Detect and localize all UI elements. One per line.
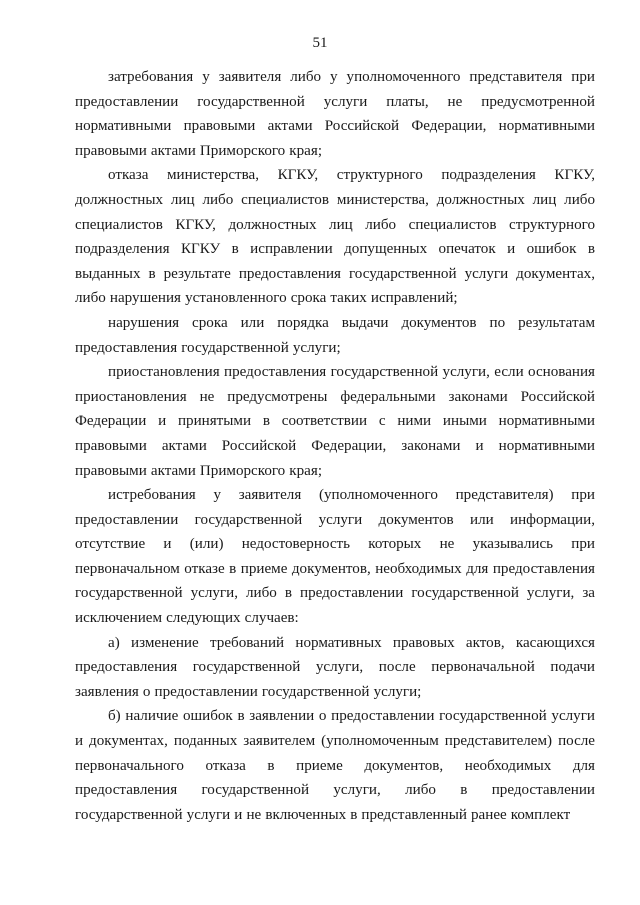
paragraph-item-a: а) изменение требований нормативных правовых актов, касающихся предоставления государственной услуги, после первоначальной подачи заявления о предоставлении государственной услуги; (75, 634, 595, 700)
paragraph-item-b: б) наличие ошибок в заявлении о предоставлении государственной услуги и документах, поданных заявителем (уполномоченным представителем) после первоначального отказа в приеме документов, необходимых для предоставления государственной услуги, либо в предоставлении государственной услуги и не включенных в представленный ранее комплект (75, 708, 595, 823)
paragraph: затребования у заявителя либо у уполномоченного представителя при предоставлении государственной услуги платы, не предусмотренной нормативными правовыми актами Российской Федерации, нормативными правовыми актами Приморского края; (75, 69, 595, 159)
paragraph: отказа министерства, КГКУ, структурного подразделения КГКУ, должностных лиц либо специалистов министерства, должностных лиц либо специалистов КГКУ, должностных лиц либо специалистов структурного подразделения КГКУ в исправлении допущенных опечаток и ошибок в выданных в результате предоставления государственной услуги документах, либо нарушения установленного срока таких исправлений; (75, 167, 595, 307)
page-number: 51 (312, 35, 328, 51)
paragraph: истребования у заявителя (уполномоченного представителя) при предоставлении государственной услуги документов или информации, отсутствие и (или) недостоверность которых не указывались при первоначальном отказе в приеме документов, необходимых для предоставления государственной услуги, либо в предоставлении государственной услуги, за исключением следующих случаев: (75, 487, 595, 627)
paragraph: приостановления предоставления государственной услуги, если основания приостановления не предусмотрены федеральными законами Российской Федерации и принятыми в соответствии с ними иными нормативными правовыми актами Российской Федерации, законами и нормативными правовыми актами Приморского края; (75, 364, 595, 479)
document-body (75, 65, 595, 827)
paragraph: нарушения срока или порядка выдачи документов по результатам предоставления государственной услуги; (75, 314, 595, 356)
